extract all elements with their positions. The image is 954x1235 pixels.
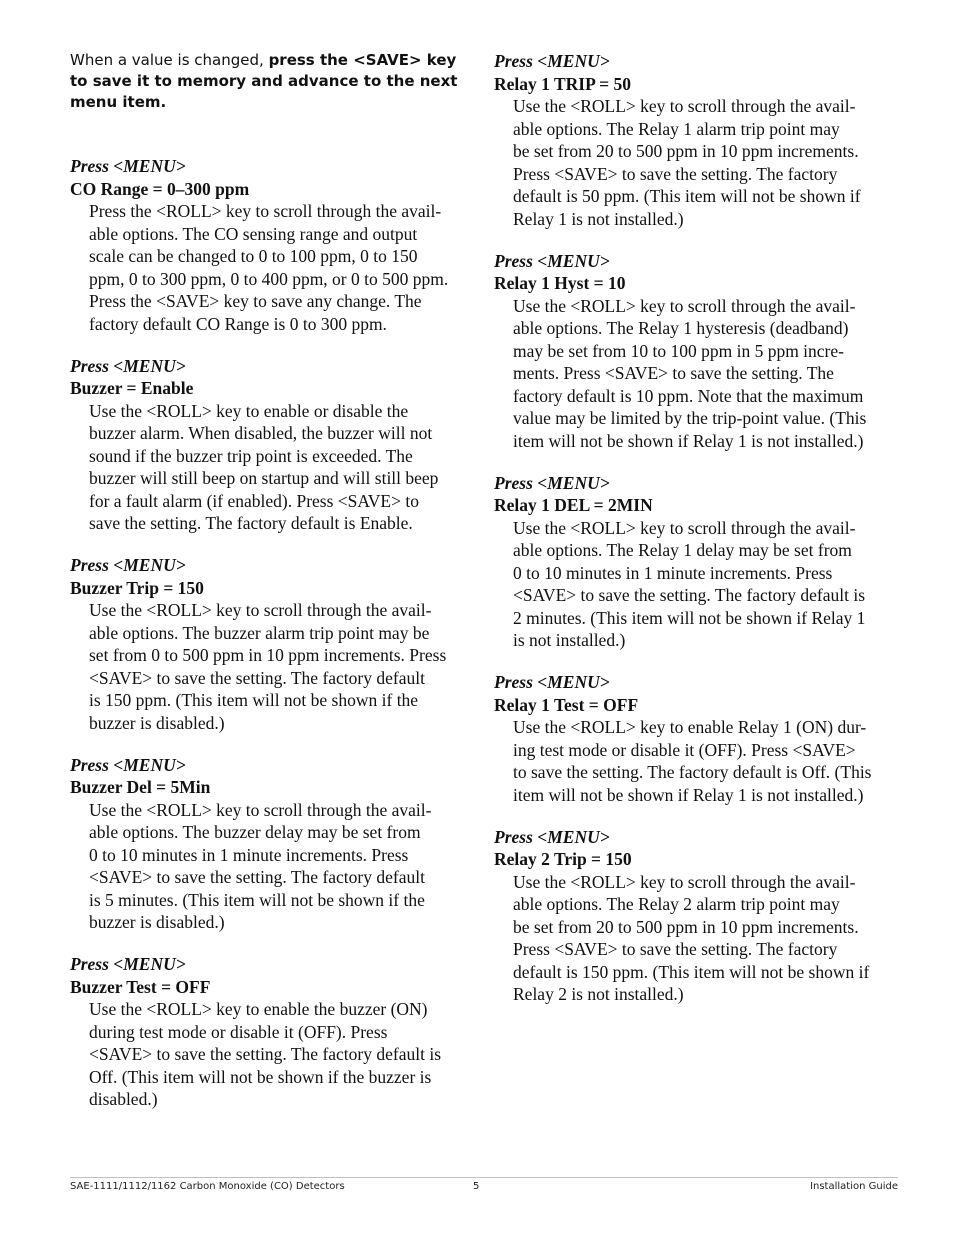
description-line: be set from 20 to 500 ppm in 10 ppm increments. xyxy=(513,141,859,161)
description-line: factory default CO Range is 0 to 300 ppm. xyxy=(89,313,387,334)
description-line: is 150 ppm. (This item will not be shown if the xyxy=(89,690,419,710)
description-line: is 5 minutes. (This item will not be shown if the xyxy=(89,889,425,910)
description-line: buzzer alarm. When disabled, the buzzer will not xyxy=(89,423,433,443)
menu-press-instruction: Press <MENU> xyxy=(70,156,186,176)
description-line: ments. Press <SAVE> to save the setting. The xyxy=(513,363,834,383)
description-line: save the setting. The factory default is Enable. xyxy=(89,513,413,533)
description-line: able options. The CO sensing range and output xyxy=(89,223,418,244)
description-line: be set from 20 to 500 ppm in 10 ppm increments. xyxy=(513,916,859,937)
menu-item xyxy=(494,472,898,652)
description-line: Use the <ROLL> key to enable or disable the xyxy=(89,400,409,421)
description-line: Use the <ROLL> key to scroll through the avail- xyxy=(513,871,856,892)
description-line: Press the <ROLL> key to scroll through the avail- xyxy=(89,201,442,221)
description-line: buzzer will still beep on startup and will still beep xyxy=(89,468,439,488)
description-line: default is 150 ppm. (This item will not be shown if xyxy=(513,961,870,982)
description-line: able options. The buzzer alarm trip point may be xyxy=(89,622,430,643)
description-line: buzzer is disabled.) xyxy=(89,712,225,733)
description-line: <SAVE> to save the setting. The factory default xyxy=(89,867,425,887)
menu-press-instruction: Press <MENU> xyxy=(70,754,186,775)
footer-rule xyxy=(70,1177,898,1178)
menu-item-heading: Relay 1 Hyst = 10 xyxy=(494,273,626,293)
description-line: Press <SAVE> to save the setting. The factory xyxy=(513,163,838,184)
description-line: disabled.) xyxy=(89,1089,158,1109)
description-line: Use the <ROLL> key to enable Relay 1 (ON) dur- xyxy=(513,717,867,737)
footer-doc-title: SAE-1111/1112/1162 Carbon Monoxide (CO) Detectors xyxy=(70,1181,345,1192)
description-line: factory default is 10 ppm. Note that the maximum xyxy=(513,385,864,406)
description-line: able options. The Relay 1 alarm trip point may xyxy=(513,118,840,139)
menu-press-instruction: Press <MENU> xyxy=(494,826,610,847)
description-line: Relay 1 is not installed.) xyxy=(513,208,684,229)
description-line: value may be limited by the trip-point value. (This xyxy=(513,408,867,428)
description-line: able options. The Relay 2 alarm trip point may xyxy=(513,894,840,914)
menu-item-heading: Buzzer Trip = 150 xyxy=(70,577,204,598)
description-line: buzzer is disabled.) xyxy=(89,912,225,932)
menu-press-instruction: Press <MENU> xyxy=(70,355,186,376)
intro-text: When a value is changed, xyxy=(70,51,269,69)
description-line: able options. The Relay 1 hysteresis (deadband) xyxy=(513,318,849,338)
menu-item-description xyxy=(513,295,898,453)
description-line: default is 50 ppm. (This item will not be shown if xyxy=(513,186,861,206)
description-line: set from 0 to 500 ppm in 10 ppm increments. Press xyxy=(89,645,447,665)
description-line: Press <SAVE> to save the setting. The factory xyxy=(513,939,838,959)
menu-item-description xyxy=(89,799,474,934)
menu-item xyxy=(70,155,474,335)
description-line: during test mode or disable it (OFF). Press xyxy=(89,1021,388,1042)
description-line: Use the <ROLL> key to enable the buzzer (ON) xyxy=(89,999,428,1019)
menu-item-description xyxy=(89,998,474,1111)
description-line: <SAVE> to save the setting. The factory default is xyxy=(513,585,866,605)
right-column xyxy=(494,50,898,1025)
description-line: ppm, 0 to 300 ppm, 0 to 400 ppm, or 0 to 500 ppm. xyxy=(89,268,449,289)
footer-page-number: 5 xyxy=(473,1181,480,1192)
menu-press-instruction: Press <MENU> xyxy=(494,672,610,692)
menu-item-description xyxy=(89,599,474,734)
right-menu-items xyxy=(494,50,898,1006)
menu-item-heading: Buzzer Del = 5Min xyxy=(70,777,211,797)
menu-item xyxy=(70,355,474,535)
menu-press-instruction: Press <MENU> xyxy=(70,954,186,974)
menu-item xyxy=(494,50,898,230)
description-line: Relay 2 is not installed.) xyxy=(513,984,684,1004)
description-line: item will not be shown if Relay 1 is not installed.) xyxy=(513,784,864,805)
menu-item xyxy=(70,953,474,1111)
intro-paragraph xyxy=(70,50,474,113)
description-line: for a fault alarm (if enabled). Press <SAVE> to xyxy=(89,490,419,511)
description-line: to save the setting. The factory default is Off. (This xyxy=(513,762,872,782)
menu-press-instruction: Press <MENU> xyxy=(70,555,186,575)
left-menu-items xyxy=(70,155,474,1111)
menu-item-heading: Relay 1 TRIP = 50 xyxy=(494,73,632,94)
menu-item xyxy=(70,754,474,934)
description-line: 2 minutes. (This item will not be shown if Relay 1 xyxy=(513,607,866,628)
menu-item-description xyxy=(513,95,898,230)
description-line: <SAVE> to save the setting. The factory default is xyxy=(89,1044,442,1064)
menu-item-heading: Buzzer = Enable xyxy=(70,378,194,398)
description-line: able options. The Relay 1 delay may be set from xyxy=(513,540,852,560)
description-line: item will not be shown if Relay 1 is not installed.) xyxy=(513,430,864,451)
menu-item xyxy=(494,671,898,806)
description-line: Press the <SAVE> key to save any change. The xyxy=(89,291,422,311)
menu-item xyxy=(70,554,474,734)
description-line: Use the <ROLL> key to scroll through the avail- xyxy=(513,96,856,116)
menu-item-description xyxy=(89,200,474,335)
menu-item xyxy=(494,826,898,1006)
description-line: ing test mode or disable it (OFF). Press <SAVE> xyxy=(513,739,856,760)
description-line: <SAVE> to save the setting. The factory default xyxy=(89,667,425,688)
left-column xyxy=(70,50,474,1130)
menu-item-heading: CO Range = 0–300 ppm xyxy=(70,178,250,199)
menu-item-heading: Relay 2 Trip = 150 xyxy=(494,849,632,869)
menu-press-instruction: Press <MENU> xyxy=(494,472,610,493)
menu-item-description xyxy=(513,517,898,652)
description-line: Off. (This item will not be shown if the buzzer is xyxy=(89,1066,432,1087)
description-line: may be set from 10 to 100 ppm in 5 ppm incre- xyxy=(513,340,844,361)
menu-item-heading: Relay 1 Test = OFF xyxy=(494,694,639,715)
intro-bold-text: press the <SAVE> key to save it to memory and advance to the next menu item. xyxy=(70,51,458,111)
menu-item xyxy=(494,250,898,453)
description-line: is not installed.) xyxy=(513,630,626,650)
menu-press-instruction: Press <MENU> xyxy=(494,250,610,271)
description-line: Use the <ROLL> key to scroll through the avail- xyxy=(513,517,856,538)
description-line: Use the <ROLL> key to scroll through the avail- xyxy=(513,295,856,316)
description-line: 0 to 10 minutes in 1 minute increments. Press xyxy=(513,562,833,583)
menu-item-description xyxy=(513,871,898,1006)
description-line: scale can be changed to 0 to 100 ppm, 0 to 150 xyxy=(89,246,418,266)
description-line: Use the <ROLL> key to scroll through the avail- xyxy=(89,799,432,820)
menu-item-description xyxy=(513,716,898,806)
description-line: able options. The buzzer delay may be set from xyxy=(89,822,421,842)
footer-guide-name: Installation Guide xyxy=(810,1181,898,1192)
menu-item-heading: Buzzer Test = OFF xyxy=(70,976,211,997)
menu-item-heading: Relay 1 DEL = 2MIN xyxy=(494,495,653,515)
description-line: sound if the buzzer trip point is exceeded. The xyxy=(89,445,413,466)
menu-item-description xyxy=(89,400,474,535)
description-line: 0 to 10 minutes in 1 minute increments. Press xyxy=(89,844,409,865)
menu-press-instruction: Press <MENU> xyxy=(494,51,610,71)
description-line: Use the <ROLL> key to scroll through the avail- xyxy=(89,600,432,620)
